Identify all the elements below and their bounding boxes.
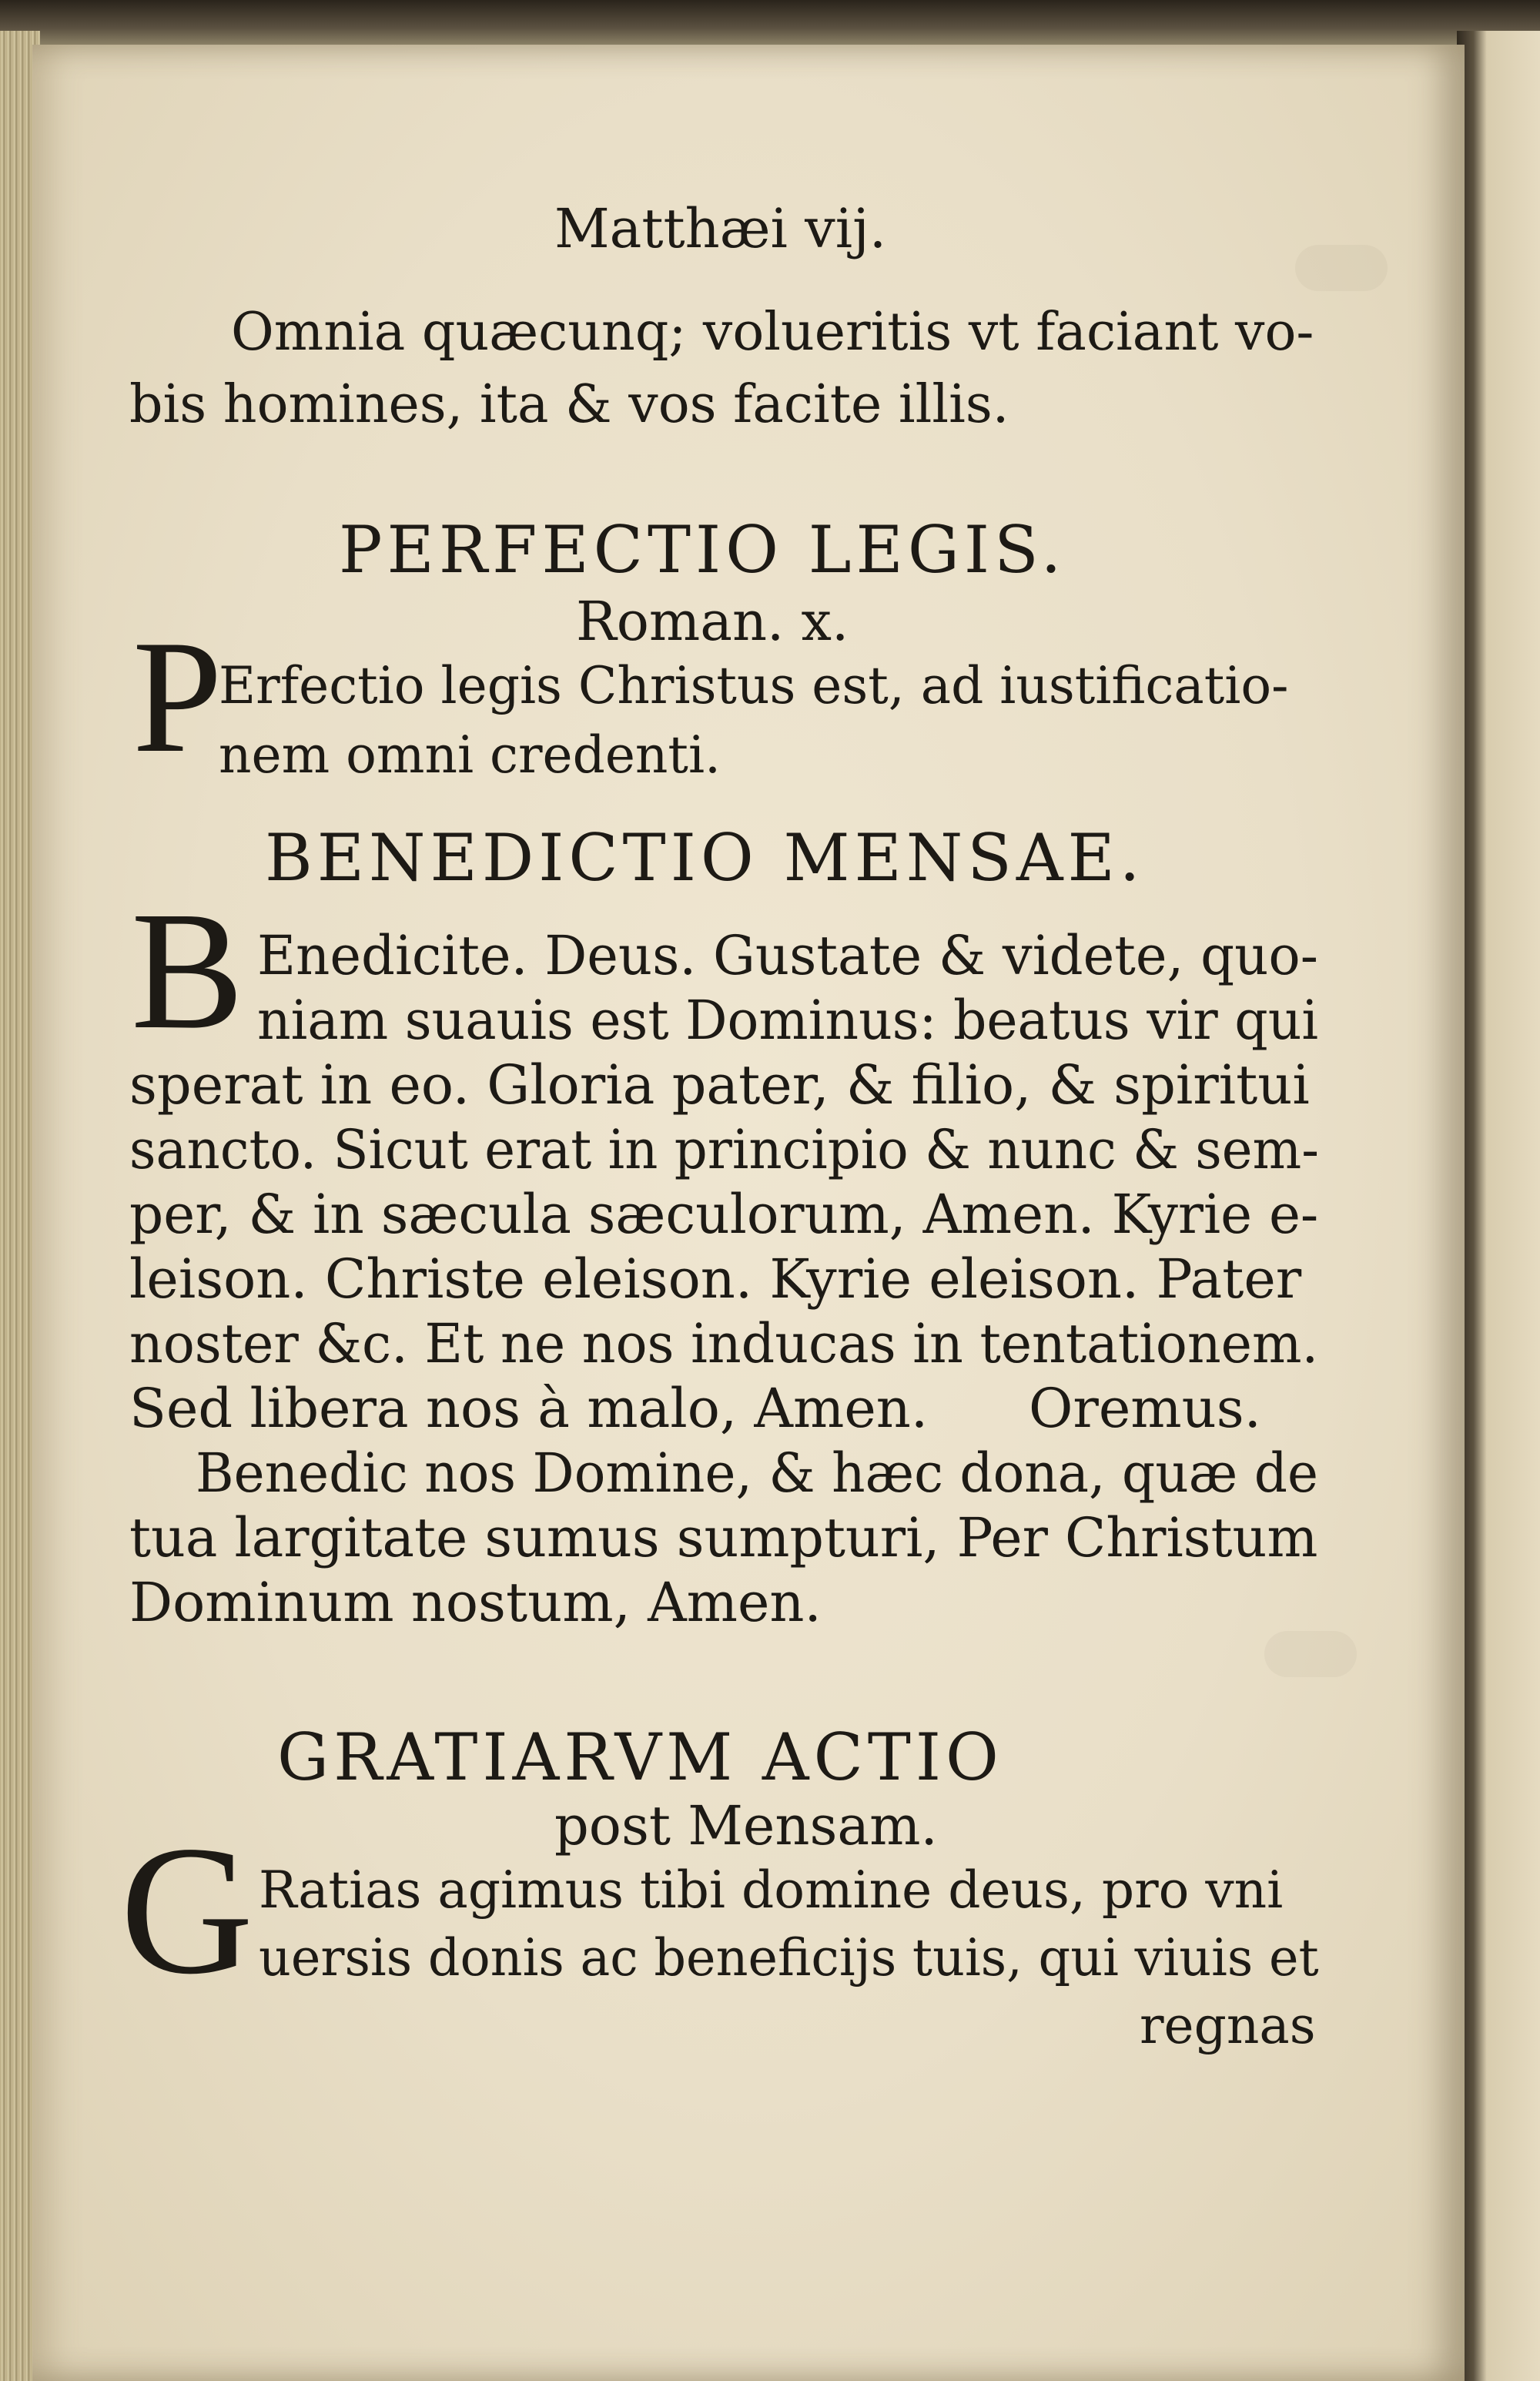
text-line: uersis donis ac beneficijs tuis, qui viuis et [259,1928,1319,1988]
text-line: nem omni credenti. [219,725,721,785]
facing-page-edge [1457,31,1540,2381]
text-line: Dominum nostum, Amen. [129,1571,822,1634]
text-line: bis homines, ita & vos facite illis. [129,374,1009,435]
text-line: noster &c. Et ne nos inducas in tentationem. [129,1312,1319,1375]
text-line: Benedic nos Domine, & hæc dona, quæ de [196,1442,1318,1505]
text-line: Omnia quæcunq; volueritis vt faciant vo- [231,302,1314,363]
section-subheading: post Mensam. [554,1794,938,1857]
running-head: Matthæi vij. [554,197,887,260]
text-line: sperat in eo. Gloria pater, & filio, & spiritui [129,1053,1310,1117]
show-through-mark [1264,1631,1357,1677]
drop-cap: B [131,876,244,1064]
book-top-edge [0,0,1540,46]
text-line: leison. Christe eleison. Kyrie eleison. Pater [129,1247,1302,1311]
section-heading: BENEDICTIO MENSAE. [265,820,1145,896]
text-line: Sed libera nos à malo, Amen. [129,1377,929,1440]
oremus-label: Oremus. [1029,1377,1261,1440]
section-subheading: Roman. x. [576,590,849,653]
drop-cap: G [120,1807,254,2012]
text-line: Ratias agimus tibi domine deus, pro vni [259,1860,1284,1920]
text-line: Enedicite. Deus. Gustate & videte, quo- [257,924,1318,987]
catchword: regnas [1140,1996,1316,2055]
text-line: sancto. Sicut erat in principio & nunc & sem- [129,1118,1319,1181]
section-heading: GRATIARVM ACTIO [277,1720,1003,1795]
section-heading: PERFECTIO LEGIS. [339,512,1066,588]
show-through-mark [1295,245,1388,291]
drop-cap: P [132,608,223,786]
text-line: per, & in sæcula sæculorum, Amen. Kyrie e- [129,1183,1319,1246]
text-line: Erfectio legis Christus est, ad iustificatio- [219,656,1289,715]
text-line: niam suauis est Dominus: beatus vir qui [257,989,1319,1052]
text-line: tua largitate sumus sumpturi, Per Christum [129,1506,1318,1569]
